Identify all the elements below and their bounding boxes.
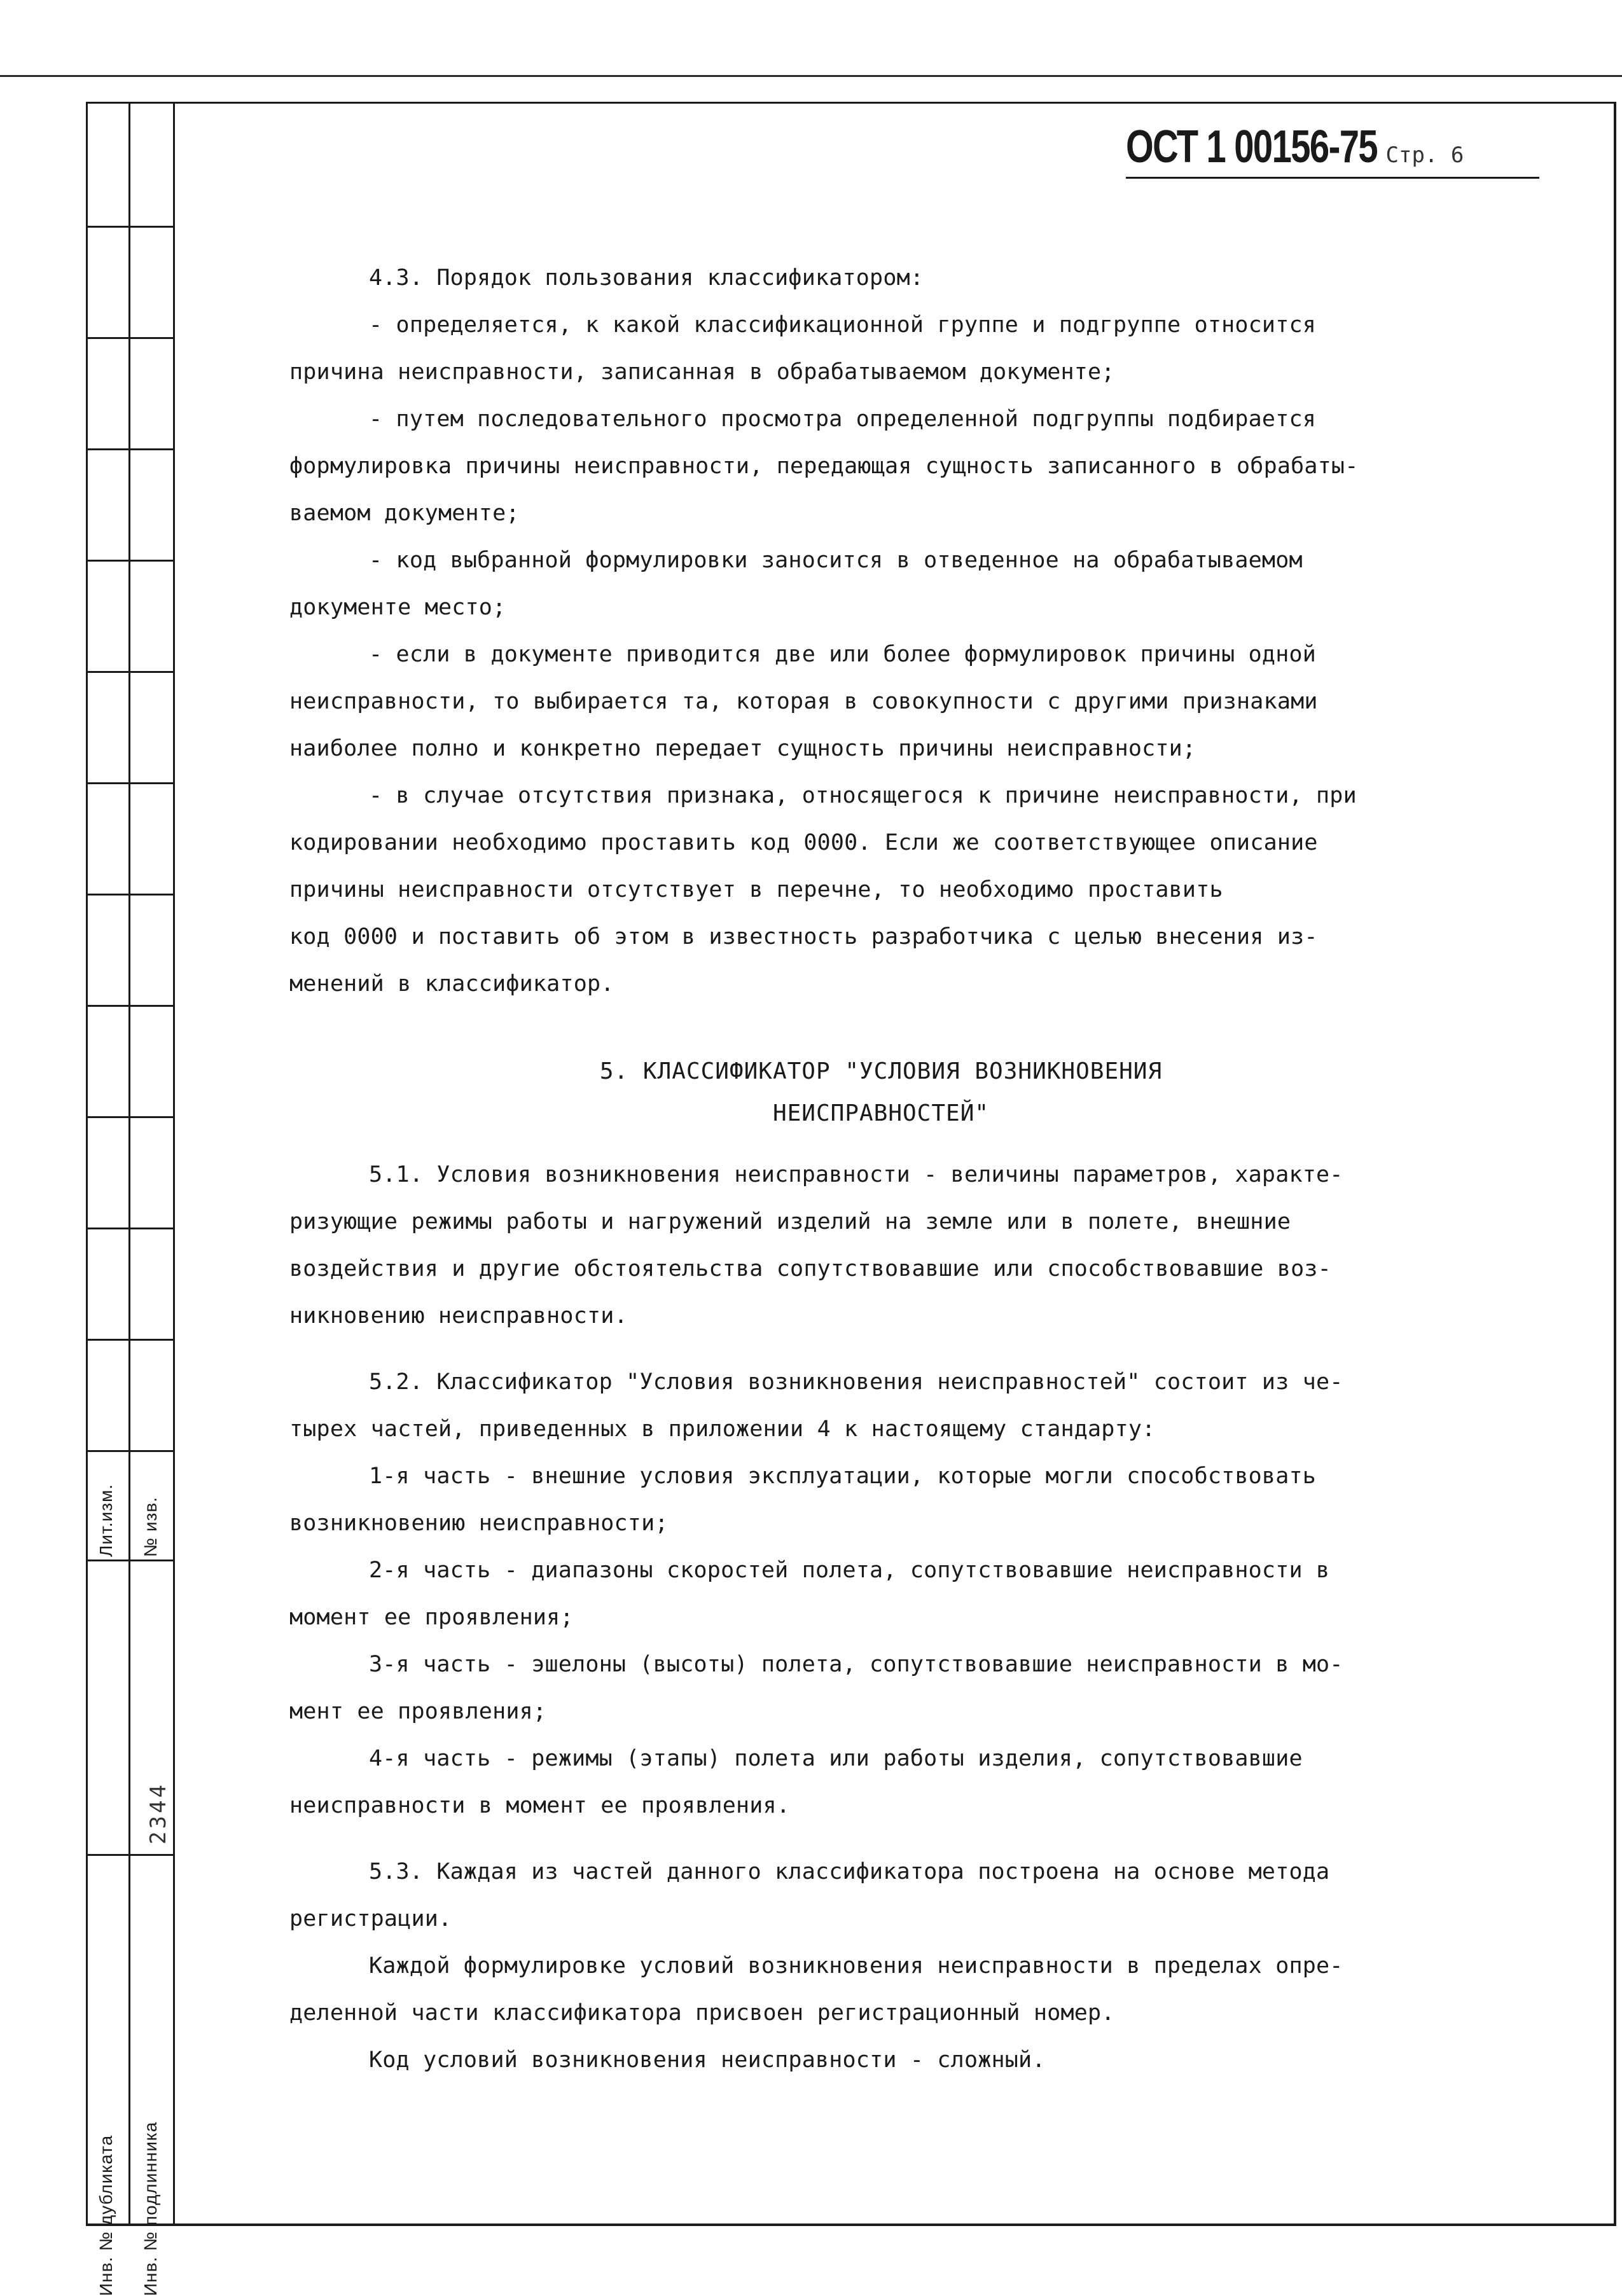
- section-5-3: [289, 1848, 1473, 2084]
- grid-line: [86, 337, 175, 339]
- grid-line: [86, 671, 175, 673]
- grid-line: [86, 1854, 175, 1856]
- grid-line: [86, 1559, 175, 1561]
- paragraph-line: 4.3. Порядок пользования классификатором:: [369, 265, 924, 291]
- document-body: [289, 254, 1473, 2084]
- grid-line: [86, 1228, 175, 1229]
- paragraph-line: никновению неисправности.: [289, 1303, 628, 1329]
- section-title: 5. КЛАССИФИКАТОР "УСЛОВИЯ ВОЗНИКНОВЕНИЯ: [599, 1058, 1163, 1084]
- paragraph-line: 3-я часть - эшелоны (высоты) полета, сопутствовавшие неисправности в мо-: [369, 1652, 1343, 1677]
- paragraph-line: 5.3. Каждая из частей данного классификатора построена на основе метода: [369, 1859, 1330, 1885]
- paragraph-line: менений в классификатор.: [289, 971, 614, 997]
- frame-top-border: [86, 102, 1616, 104]
- paragraph-line: тырех частей, приведенных в приложении 4 к настоящему стандарту:: [289, 1416, 1156, 1442]
- paragraph-line: 4-я часть - режимы (этапы) полета или работы изделия, сопутствовавшие: [369, 1746, 1303, 1771]
- paragraph-line: - определяется, к какой классификационной группе и подгруппе относится: [369, 312, 1317, 338]
- section-title: НЕИСПРАВНОСТЕЙ": [772, 1100, 990, 1126]
- paragraph-line: ризующие режимы работы и нагружений изделий на земле или в полете, внешние: [289, 1209, 1291, 1234]
- grid-line: [86, 1339, 175, 1341]
- frame-right-border: [1614, 102, 1616, 2226]
- grid-line: [86, 448, 175, 450]
- frame-bottom-border: [86, 2223, 1616, 2226]
- paragraph-line: 5.2. Классификатор "Условия возникновения неисправностей" состоит из че-: [369, 1369, 1343, 1395]
- paragraph-line: деленной части классификатора присвоен регистрационный номер.: [289, 2000, 1115, 2026]
- paragraph-line: - в случае отсутствия признака, относящегося к причине неисправности, при: [369, 783, 1357, 808]
- grid-line: [86, 782, 175, 784]
- paragraph-line: ваемом документе;: [289, 501, 520, 526]
- paragraph-line: - если в документе приводится две или более формулировок причины одной: [369, 642, 1317, 667]
- section-5-heading: [289, 1051, 1473, 1135]
- paragraph-line: Каждой формулировке условий возникновения неисправности в пределах опре-: [369, 1953, 1343, 1979]
- paragraph-line: - код выбранной формулировки заносится в отведенное на обрабатываемом: [369, 548, 1303, 573]
- paragraph-line: регистрации.: [289, 1906, 452, 1932]
- paragraph-line: мент ее проявления;: [289, 1699, 547, 1724]
- paragraph-line: неисправности в момент ее проявления.: [289, 1793, 791, 1818]
- grid-line: [86, 1450, 175, 1452]
- section-5-2: [289, 1359, 1473, 1829]
- paragraph-line: момент ее проявления;: [289, 1605, 574, 1630]
- paragraph-line: документе место;: [289, 595, 506, 620]
- inv-podlinnika-label: Инв. № подлинника: [141, 2121, 160, 2296]
- paragraph-line: воздействия и другие обстоятельства сопутствовавшие или способствовавшие воз-: [289, 1256, 1331, 1282]
- standard-number: ОСТ 1 00156-75: [1126, 121, 1378, 172]
- grid-line: [86, 560, 175, 562]
- paragraph-line: формулировка причины неисправности, передающая сущность записанного в обрабаты-: [289, 453, 1359, 479]
- page-header: [1126, 121, 1539, 179]
- section-4-3: [289, 254, 1473, 1007]
- margin-divider: [128, 102, 130, 2226]
- lit-izm-label: Лит.изм.: [96, 1483, 116, 1557]
- left-margin-stamp: [86, 102, 175, 2296]
- paragraph-line: кодировании необходимо проставить код 0000. Если же соответствующее описание: [289, 830, 1318, 855]
- paragraph-line: причины неисправности отсутствует в перечне, то необходимо проставить: [289, 877, 1223, 902]
- grid-line: [86, 1005, 175, 1007]
- paragraph-line: неисправности, то выбирается та, которая в совокупности с другими признаками: [289, 689, 1318, 714]
- grid-line: [86, 226, 175, 228]
- inventory-number: 2344: [146, 1782, 171, 1844]
- paragraph-line: наиболее полно и конкретно передает сущность причины неисправности;: [289, 736, 1196, 761]
- grid-line: [86, 1116, 175, 1118]
- paragraph-line: причина неисправности, записанная в обрабатываемом документе;: [289, 359, 1115, 385]
- margin-divider: [173, 102, 175, 2226]
- paragraph-line: код 0000 и поставить об этом в известность разработчика с целью внесения из-: [289, 924, 1318, 950]
- paragraph-line: - путем последовательного просмотра определенной подгруппы подбирается: [369, 406, 1317, 432]
- paragraph-line: возникновению неисправности;: [289, 1511, 669, 1536]
- paragraph-line: Код условий возникновения неисправности - сложный.: [369, 2047, 1046, 2073]
- paragraph-line: 1-я часть - внешние условия эксплуатации, которые могли способствовать: [369, 1463, 1317, 1489]
- page-number: Стр. 6: [1385, 142, 1464, 168]
- section-5-1: [289, 1151, 1473, 1339]
- paragraph-line: 5.1. Условия возникновения неисправности - величины параметров, характе-: [369, 1162, 1343, 1187]
- paragraph-line: 2-я часть - диапазоны скоростей полета, сопутствовавшие неисправности в: [369, 1558, 1330, 1583]
- no-izv-label: № изв.: [141, 1497, 160, 1557]
- grid-line: [86, 894, 175, 896]
- inv-dublikata-label: Инв. № дубликата: [96, 2134, 116, 2296]
- page-top-rule: [0, 75, 1622, 77]
